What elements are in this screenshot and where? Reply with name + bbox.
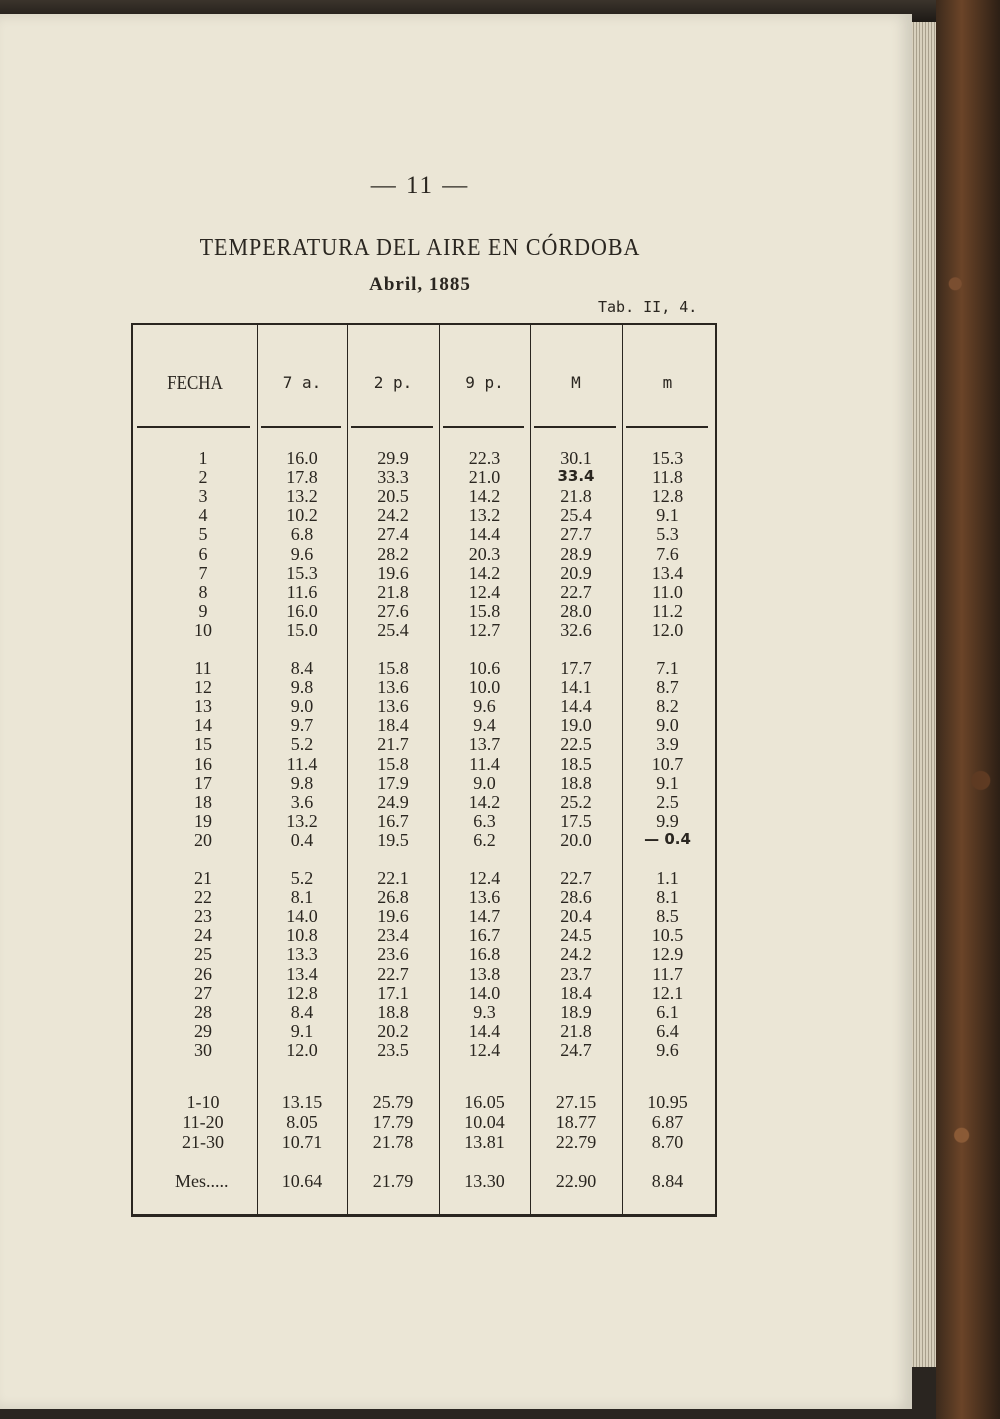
cell-obs-2p: 20.2: [377, 1020, 409, 1041]
cell-obs-2p: 13.6: [377, 696, 409, 717]
cell-max: 28.6: [560, 887, 592, 908]
cell-obs-7a: 17.8: [286, 467, 318, 488]
cell-obs-2p: 15.8: [377, 658, 409, 678]
cell-obs-7a: 9.8: [290, 677, 314, 698]
cell-obs-7a: 15.3: [286, 562, 318, 583]
cell-max: 18.9: [560, 1001, 592, 1022]
cell-obs-9p: 16.8: [468, 944, 501, 965]
cell-max: 28.9: [560, 543, 592, 564]
cell-min: 8.7: [656, 677, 679, 698]
day-label: 10: [194, 619, 212, 640]
cell-min: 2.5: [656, 791, 679, 812]
day-label: 21: [194, 868, 212, 888]
cell-max: 20.0: [560, 829, 592, 850]
cell-obs-2p: 15.8: [377, 753, 409, 774]
day-label: 6: [198, 543, 208, 564]
summary-min: 6.87: [651, 1112, 684, 1132]
cell-max: 18.8: [560, 772, 592, 793]
cell-min: 5.3: [656, 524, 679, 545]
summary-period-label: 21-30: [182, 1132, 224, 1152]
cell-obs-2p: 33.3: [377, 467, 409, 488]
cell-obs-9p: 13.6: [468, 887, 501, 908]
day-label: 24: [194, 925, 212, 946]
cell-max: 17.5: [560, 810, 592, 831]
cell-obs-7a: 9.6: [290, 543, 314, 564]
cell-min: 8.5: [656, 906, 679, 927]
cell-obs-7a: 9.7: [290, 715, 314, 736]
cell-obs-2p: 25.4: [377, 619, 409, 640]
cell-obs-9p: 6.3: [473, 810, 496, 831]
cell-max: 30.1: [560, 448, 592, 468]
day-label: 4: [198, 505, 208, 526]
cell-obs-7a: 12.8: [286, 982, 318, 1003]
summary-obs-9p: 10.04: [464, 1112, 505, 1132]
day-label: 12: [194, 677, 212, 698]
day-label: 17: [194, 772, 212, 793]
cell-min: 9.6: [656, 1039, 679, 1060]
day-label: 8: [198, 581, 208, 602]
cell-max: 20.4: [560, 906, 592, 927]
page-number: — 11 —: [370, 172, 470, 199]
summary-obs-2p: 25.79: [372, 1092, 414, 1112]
cell-obs-9p: 13.2: [468, 505, 501, 526]
cell-obs-9p: 9.6: [473, 696, 496, 717]
header-rule: [351, 426, 433, 428]
cell-obs-7a: 10.2: [286, 505, 318, 526]
cell-obs-2p: 27.4: [377, 524, 409, 545]
cell-obs-2p: 27.6: [377, 600, 409, 621]
cell-obs-9p: 12.7: [468, 619, 501, 640]
cell-obs-2p: 16.7: [377, 810, 409, 831]
cell-max: 18.5: [560, 753, 592, 774]
month-obs-9p: 13.30: [464, 1171, 505, 1191]
page-title: TEMPERATURA DEL AIRE EN CÓRDOBA: [199, 232, 641, 261]
day-label: 23: [194, 906, 212, 927]
summary-max: 18.77: [555, 1112, 597, 1132]
cell-min: 11.8: [652, 467, 683, 488]
day-label: 27: [194, 982, 212, 1003]
summary-period-label: 11-20: [182, 1112, 224, 1132]
cell-obs-9p: 14.7: [468, 906, 501, 927]
cell-obs-2p: 22.7: [377, 963, 409, 984]
cell-max: 18.4: [560, 982, 592, 1003]
cell-obs-2p: 24.9: [377, 791, 409, 812]
cell-min: 12.1: [651, 982, 684, 1003]
cell-obs-7a: 10.8: [286, 925, 318, 946]
cell-obs-7a: 14.0: [286, 906, 318, 927]
cell-obs-7a: 6.8: [290, 524, 314, 545]
cell-obs-7a: 8.1: [290, 887, 314, 908]
day-label: 29: [194, 1020, 212, 1041]
cell-min: 8.1: [656, 887, 679, 908]
cell-min: 9.9: [656, 810, 679, 831]
cell-min: 12.8: [651, 486, 684, 507]
cell-max: 14.1: [560, 677, 592, 698]
cell-min: 8.2: [656, 696, 679, 717]
summary-max: 22.79: [555, 1132, 597, 1152]
cell-obs-7a: 16.0: [286, 600, 318, 621]
temperature-table: [131, 323, 717, 1217]
summary-obs-2p: 21.78: [372, 1132, 414, 1152]
cell-max: 24.5: [560, 925, 592, 946]
page-subtitle: Abril, 1885: [369, 274, 471, 295]
cell-obs-7a: 16.0: [286, 448, 318, 468]
cell-obs-9p: 9.3: [473, 1001, 496, 1022]
cell-obs-9p: 14.2: [468, 562, 501, 583]
cell-obs-9p: 14.0: [468, 982, 501, 1003]
cell-obs-9p: 14.2: [468, 791, 501, 812]
cell-obs-9p: 22.3: [468, 448, 501, 468]
cell-obs-7a: 3.6: [290, 791, 314, 812]
cell-max: 25.4: [560, 505, 592, 526]
cell-min: 1.1: [656, 868, 679, 888]
cell-obs-2p: 26.8: [377, 887, 409, 908]
day-label: 2: [198, 467, 208, 488]
cell-max: 14.4: [560, 696, 592, 717]
header-rule: [137, 426, 250, 428]
cell-min: 10.7: [651, 753, 684, 774]
cell-obs-7a: 13.4: [286, 963, 318, 984]
cell-max: 24.7: [560, 1039, 592, 1060]
month-max: 22.90: [555, 1171, 597, 1191]
cell-obs-9p: 15.8: [468, 600, 501, 621]
cell-obs-2p: 17.9: [377, 772, 409, 793]
cell-obs-7a: 11.6: [286, 581, 318, 602]
cell-min: 9.1: [656, 772, 679, 793]
cell-obs-2p: 24.2: [377, 505, 409, 526]
day-label: 3: [198, 486, 208, 507]
summary-period-label: 1-10: [186, 1092, 220, 1112]
cell-max: 25.2: [560, 791, 592, 812]
day-label: 22: [194, 887, 212, 908]
header-fecha: FECHA: [167, 371, 223, 394]
cell-obs-9p: 6.2: [473, 829, 496, 850]
header-9p: 9 p.: [465, 373, 504, 392]
cell-obs-9p: 21.0: [468, 467, 501, 488]
summary-obs-2p: 17.79: [372, 1112, 414, 1132]
cell-max: 32.6: [560, 619, 592, 640]
cell-obs-9p: 10.6: [468, 658, 501, 678]
cell-min: 6.4: [656, 1020, 679, 1041]
cell-max: 22.5: [560, 734, 592, 755]
cell-obs-9p: 14.2: [468, 486, 501, 507]
cell-obs-7a: 8.4: [290, 658, 314, 678]
cell-obs-7a: 5.2: [290, 868, 314, 888]
cell-min: 7.1: [656, 658, 679, 678]
header-7a: 7 a.: [282, 373, 322, 392]
day-label: 19: [194, 810, 212, 831]
cell-min: — 0.4: [644, 829, 691, 848]
cell-max: 22.7: [560, 581, 592, 602]
cell-obs-2p: 19.6: [377, 906, 409, 927]
cell-max: 20.9: [560, 562, 592, 583]
cell-obs-2p: 17.1: [377, 982, 409, 1003]
summary-obs-9p: 13.81: [464, 1132, 505, 1152]
day-label: 13: [194, 696, 212, 717]
cell-min: 7.6: [656, 543, 679, 564]
day-label: 20: [194, 829, 212, 850]
cell-min: 15.3: [651, 448, 684, 468]
day-label: 25: [194, 944, 212, 965]
cell-obs-9p: 12.4: [468, 868, 501, 888]
cell-obs-7a: 9.0: [290, 696, 314, 717]
cell-obs-9p: 14.4: [468, 1020, 501, 1041]
cell-min: 9.0: [656, 715, 679, 736]
book-page: [0, 14, 912, 1409]
cell-obs-2p: 21.8: [377, 581, 409, 602]
cell-obs-9p: 12.4: [468, 581, 501, 602]
header-rule: [626, 426, 708, 428]
cell-obs-9p: 20.3: [468, 543, 501, 564]
cell-max: 17.7: [560, 658, 592, 678]
cell-obs-2p: 23.5: [377, 1039, 409, 1060]
header-rule: [443, 426, 524, 428]
cell-obs-9p: 14.4: [468, 524, 501, 545]
cell-min: 11.7: [652, 963, 683, 984]
cell-min: 11.0: [652, 581, 683, 602]
header-rule: [261, 426, 341, 428]
day-label: 15: [194, 734, 212, 755]
cell-obs-7a: 13.2: [286, 486, 318, 507]
cell-obs-9p: 13.8: [468, 963, 501, 984]
cell-obs-2p: 28.2: [377, 543, 409, 564]
cell-obs-7a: 13.3: [286, 944, 318, 965]
summary-max: 27.15: [555, 1092, 597, 1112]
cell-obs-2p: 19.6: [377, 562, 409, 583]
day-label: 7: [198, 562, 208, 583]
header-max: M: [571, 373, 581, 392]
day-label: 28: [194, 1001, 212, 1022]
cell-obs-2p: 29.9: [377, 448, 409, 468]
cell-min: 12.0: [651, 619, 684, 640]
cell-obs-9p: 10.0: [468, 677, 501, 698]
cell-obs-7a: 13.2: [286, 810, 318, 831]
day-label: 18: [194, 791, 212, 812]
summary-min: 8.70: [651, 1132, 684, 1152]
cell-obs-9p: 13.7: [468, 734, 501, 755]
cell-max: 19.0: [560, 715, 592, 736]
cell-obs-2p: 23.6: [377, 944, 409, 965]
cell-max: 21.8: [560, 486, 592, 507]
cell-max: 24.2: [560, 944, 592, 965]
cell-obs-9p: 12.4: [468, 1039, 501, 1060]
cell-obs-2p: 21.7: [377, 734, 409, 755]
header-2p: 2 p.: [373, 373, 413, 392]
cell-min: 10.5: [651, 925, 684, 946]
cell-min: 6.1: [656, 1001, 679, 1022]
month-label: Mes.....: [175, 1171, 229, 1191]
cell-max: 21.8: [560, 1020, 592, 1041]
day-label: 11: [194, 658, 212, 678]
day-label: 30: [194, 1039, 212, 1060]
cell-obs-2p: 23.4: [377, 925, 409, 946]
cell-obs-7a: 5.2: [290, 734, 314, 755]
cell-min: 9.1: [656, 505, 679, 526]
summary-min: 10.95: [647, 1092, 688, 1112]
cell-obs-2p: 18.4: [377, 715, 409, 736]
cell-obs-2p: 18.8: [377, 1001, 409, 1022]
header-min: m: [662, 373, 673, 392]
day-label: 16: [194, 753, 212, 774]
cell-min: 12.9: [651, 944, 684, 965]
day-label: 26: [194, 963, 212, 984]
cell-obs-2p: 20.5: [377, 486, 409, 507]
cell-obs-9p: 9.0: [473, 772, 496, 793]
cell-min: 3.9: [656, 734, 679, 755]
cell-max: 22.7: [560, 868, 592, 888]
summary-obs-7a: 8.05: [286, 1112, 318, 1132]
summary-obs-7a: 10.71: [281, 1132, 323, 1152]
month-obs-7a: 10.64: [281, 1171, 323, 1191]
cell-obs-7a: 8.4: [290, 1001, 314, 1022]
table-reference: Tab. II, 4.: [598, 298, 698, 316]
cell-obs-9p: 9.4: [473, 715, 496, 736]
month-min: 8.84: [651, 1171, 684, 1191]
cell-obs-7a: 9.1: [290, 1020, 314, 1041]
cell-obs-7a: 9.8: [290, 772, 314, 793]
cell-obs-2p: 19.5: [377, 829, 409, 850]
day-label: 5: [198, 524, 208, 545]
cell-obs-7a: 0.4: [290, 829, 314, 850]
cell-min: 11.2: [652, 600, 683, 621]
cell-obs-2p: 22.1: [377, 868, 409, 888]
cell-obs-2p: 13.6: [377, 677, 409, 698]
cell-max: 28.0: [560, 600, 592, 621]
summary-obs-9p: 16.05: [464, 1092, 505, 1112]
cell-obs-9p: 16.7: [468, 925, 501, 946]
book-cover-edge: [936, 0, 1000, 1419]
cell-max: 27.7: [560, 524, 592, 545]
cell-max: 33.4: [557, 467, 595, 486]
cell-obs-7a: 11.4: [286, 753, 318, 774]
cell-min: 13.4: [651, 562, 684, 583]
cell-obs-9p: 11.4: [469, 753, 500, 774]
day-label: 1: [198, 448, 208, 468]
summary-obs-7a: 13.15: [281, 1092, 323, 1112]
cell-max: 23.7: [560, 963, 592, 984]
cell-obs-7a: 15.0: [286, 619, 318, 640]
header-rule: [534, 426, 616, 428]
month-obs-2p: 21.79: [372, 1171, 414, 1191]
day-label: 14: [194, 715, 212, 736]
cell-obs-7a: 12.0: [286, 1039, 318, 1060]
day-label: 9: [198, 600, 208, 621]
